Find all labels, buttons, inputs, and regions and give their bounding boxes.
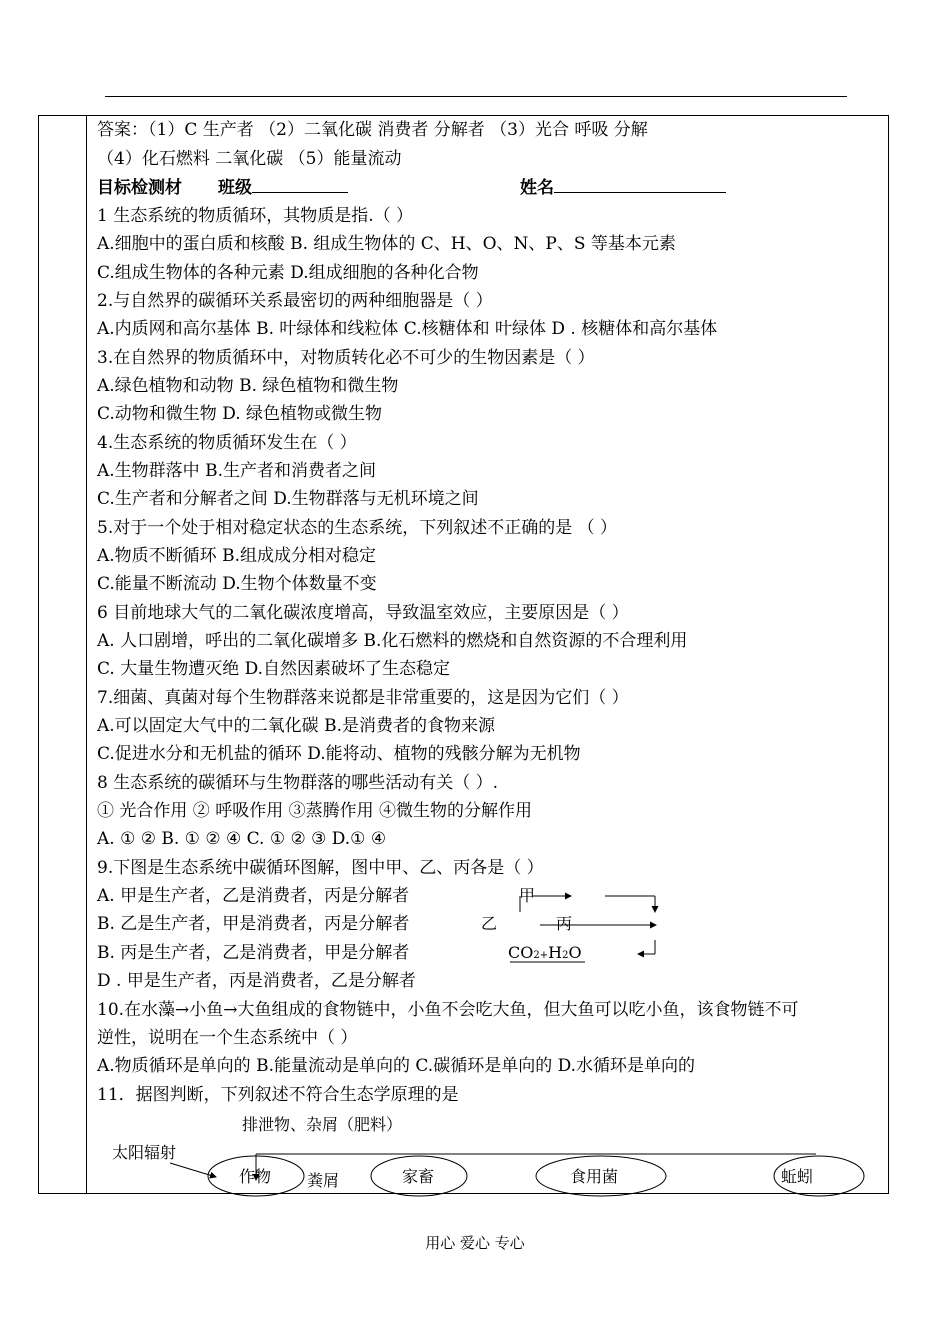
class-label: 班级 — [218, 178, 252, 198]
question-line: D . 甲是生产者，丙是消费者，乙是分解者 — [97, 971, 416, 991]
question-line: 7.细菌、真菌对每个生物群落来说都是非常重要的，这是因为它们（ ） — [97, 688, 629, 708]
question-line: 2.与自然界的碳循环关系最密切的两种细胞器是（ ） — [97, 291, 493, 311]
question-line: C.能量不断流动 D.生物个体数量不变 — [97, 574, 377, 594]
question-line: B. 乙是生产者，甲是消费者，丙是分解者 — [97, 914, 410, 934]
diagram11-sun-arrow — [170, 1163, 216, 1177]
question-line: 8 生态系统的碳循环与生物群落的哪些活动有关（ ）. — [97, 773, 499, 793]
diagram11-fungus-ellipse — [536, 1156, 666, 1196]
question-line: A. 甲是生产者，乙是消费者，丙是分解者 — [97, 886, 410, 906]
diagram9-co2-h2o: CO2+H2O — [508, 943, 582, 962]
question-line: A.生物群落中 B.生产者和消费者之间 — [97, 461, 376, 481]
diagram11-fungus: 食用菌 — [570, 1167, 619, 1186]
question-line: C.促进水分和无机盐的循环 D.能将动、植物的残骸分解为无机物 — [97, 744, 581, 764]
page-footer: 用心 爱心 专心 — [425, 1234, 525, 1252]
diagram11-sun-label: 太阳辐射 — [112, 1143, 177, 1162]
answer-line-2: （4）化石燃料 二氧化碳 （5）能量流动 — [97, 149, 402, 169]
name-label: 姓名 — [520, 178, 554, 198]
question-line: ① 光合作用 ② 呼吸作用 ③蒸腾作用 ④微生物的分解作用 — [97, 801, 533, 821]
question-line: 逆性，说明在一个生态系统中（ ） — [97, 1028, 358, 1048]
diagram9-jia: 甲 — [519, 886, 536, 905]
question-line: 5.对于一个处于相对稳定状态的生态系统，下列叙述不正确的是 （ ） — [97, 518, 618, 538]
diagram11-manure: 粪屑 — [307, 1171, 340, 1190]
question-line: A.内质网和高尔基体 B. 叶绿体和线粒体 C.核糖体和 叶绿体 D . 核糖体和高尔基体 — [97, 319, 718, 339]
diagram11-livestock: 家畜 — [402, 1167, 435, 1186]
question-line: A. 人口剧增，呼出的二氧化碳增多 B.化石燃料的燃烧和自然资源的不合理利用 — [97, 631, 688, 651]
answer-line-1: 答案：（1）C 生产者 （2）二氧化碳 消费者 分解者 （3）光合 呼吸 分解 — [97, 120, 648, 140]
diagram11-earthworm-ellipse — [774, 1156, 864, 1196]
diagram11-top-label: 排泄物、杂屑（肥料） — [242, 1115, 403, 1134]
question-line: C. 大量生物遭灭绝 D.自然因素破坏了生态稳定 — [97, 659, 451, 679]
question-line: B. 丙是生产者，乙是消费者，甲是分解者 — [97, 943, 410, 963]
question-line: C.生产者和分解者之间 D.生物群落与无机环境之间 — [97, 489, 479, 509]
diagram11-crop: 作物 — [239, 1167, 272, 1186]
question-line: 9.下图是生态系统中碳循环图解，图中甲、乙、丙各是（ ） — [97, 858, 544, 878]
question-line: A.细胞中的蛋白质和核酸 B. 组成生物体的 C、H、O、N、P、S 等基本元素 — [97, 234, 676, 254]
diagram11-earthworm: 蚯蚓 — [781, 1167, 814, 1186]
question-line: C.动物和微生物 D. 绿色植物或微生物 — [97, 404, 383, 424]
question-line: 11．据图判断，下列叙述不符合生态学原理的是 — [97, 1085, 459, 1105]
question-line: 3.在自然界的物质循环中，对物质转化必不可少的生物因素是（ ） — [97, 348, 595, 368]
question-line: A.物质不断循环 B.组成成分相对稳定 — [97, 546, 376, 566]
question-line: 6 目前地球大气的二氧化碳浓度增高，导致温室效应，主要原因是（ ） — [97, 603, 629, 623]
question-line: A.可以固定大气中的二氧化碳 B.是消费者的食物来源 — [97, 716, 495, 736]
question-line: 4.生态系统的物质循环发生在（ ） — [97, 433, 357, 453]
question-line: A.物质循环是单向的 B.能量流动是单向的 C.碳循环是单向的 D.水循环是单向的 — [97, 1056, 696, 1076]
question-line: C.组成生物体的各种元素 D.组成细胞的各种化合物 — [97, 263, 479, 283]
diagram9-bing: 丙 — [556, 914, 573, 933]
test-title: 目标检测材 — [97, 178, 182, 198]
question-line: 10.在水藻→小鱼→大鱼组成的食物链中，小鱼不会吃大鱼，但大鱼可以吃小鱼，该食物链不可 — [97, 1000, 799, 1020]
diagram9-yi: 乙 — [481, 914, 498, 933]
diagram11-livestock-ellipse — [371, 1156, 467, 1196]
question-line: A.绿色植物和动物 B. 绿色植物和微生物 — [97, 376, 399, 396]
question-line: 1 生态系统的物质循环，其物质是指.（ ） — [97, 206, 414, 226]
question-line: A. ① ② B. ① ② ④ C. ① ② ③ D.① ④ — [97, 829, 387, 849]
